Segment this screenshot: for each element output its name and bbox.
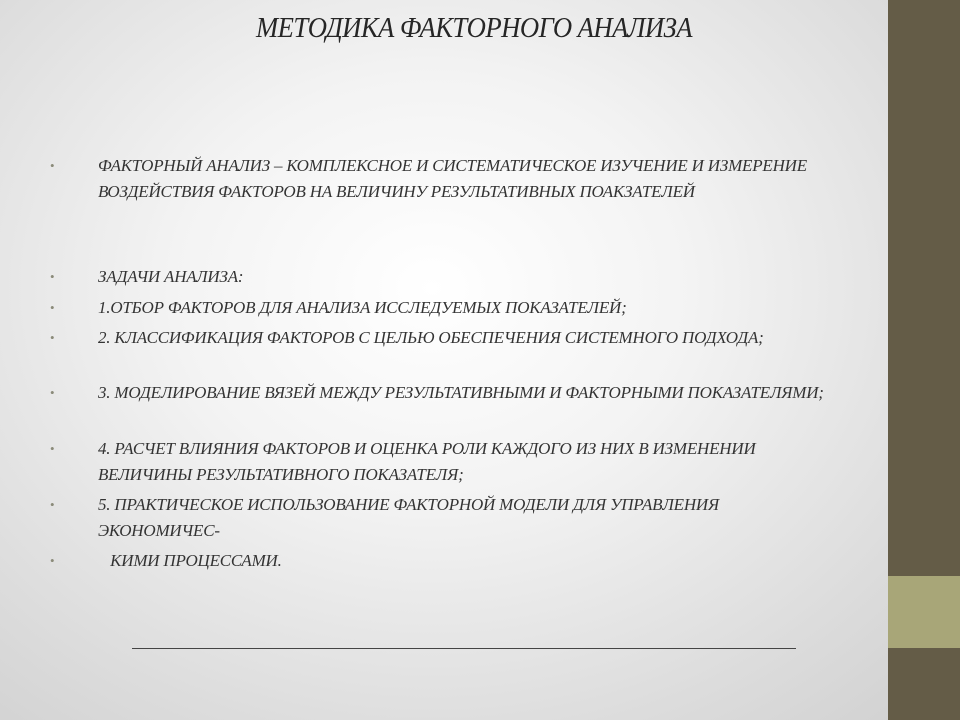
bullet-text: ЗАДАЧИ АНАЛИЗА: [98,267,244,286]
bullet-dot: • [50,330,55,345]
slide-title: МЕТОДИКА ФАКТОРНОГО АНАЛИЗА [255,12,692,44]
bullet-text: 1.ОТБОР ФАКТОРОВ ДЛЯ АНАЛИЗА ИССЛЕДУЕМЫХ ПОКАЗАТЕЛЕЙ; [98,298,627,317]
bullet-text: ФАКТОРНЫЙ АНАЛИЗ – КОМПЛЕКСНОЕ И СИСТЕМАТИЧЕСКОЕ ИЗУЧЕНИЕ И ИЗМЕРЕНИЕ ВОЗДЕЙСТВИЯ ФАКТОРОВ НА ВЕЛИЧИНУ РЕЗУЛЬТАТИВНЫХ ПОАКЗАТЕЛЕЙ [98,156,828,201]
bullet-dot: • [50,269,55,284]
bullet-dot: • [50,385,55,400]
sidebar-accent-band [888,576,960,648]
sidebar-dark-band [888,0,960,576]
bullet-dot: • [50,300,55,315]
bullet-dot: • [50,497,55,512]
bullet-text: 3. МОДЕЛИРОВАНИЕ ВЯЗЕЙ МЕЖДУ РЕЗУЛЬТАТИВНЫМИ И ФАКТОРНЫМИ ПОКАЗАТЕЛЯМИ; [98,383,824,402]
bullet-dot: • [50,553,55,568]
bullet-text: 4. РАСЧЕТ ВЛИЯНИЯ ФАКТОРОВ И ОЦЕНКА РОЛИ КАЖДОГО ИЗ НИХ В ИЗМЕНЕНИИ ВЕЛИЧИНЫ РЕЗУЛЬТАТИВНОГО ПОКАЗАТЕЛЯ; [98,439,760,484]
bullet-text: 2. КЛАССИФИКАЦИЯ ФАКТОРОВ С ЦЕЛЬЮ ОБЕСПЕЧЕНИЯ СИСТЕМНОГО ПОДХОДА; [98,328,764,347]
bullet-dot: • [50,158,55,173]
bottom-divider-line [132,648,796,649]
bullet-text: 5. ПРАКТИЧЕСКОЕ ИСПОЛЬЗОВАНИЕ ФАКТОРНОЙ МОДЕЛИ ДЛЯ УПРАВЛЕНИЯ ЭКОНОМИЧЕС- [98,495,724,540]
bullet-text: КИМИ ПРОЦЕССАМИ. [98,551,282,570]
sidebar-dark-band-bottom [888,648,960,720]
bullet-dot: • [50,441,55,456]
